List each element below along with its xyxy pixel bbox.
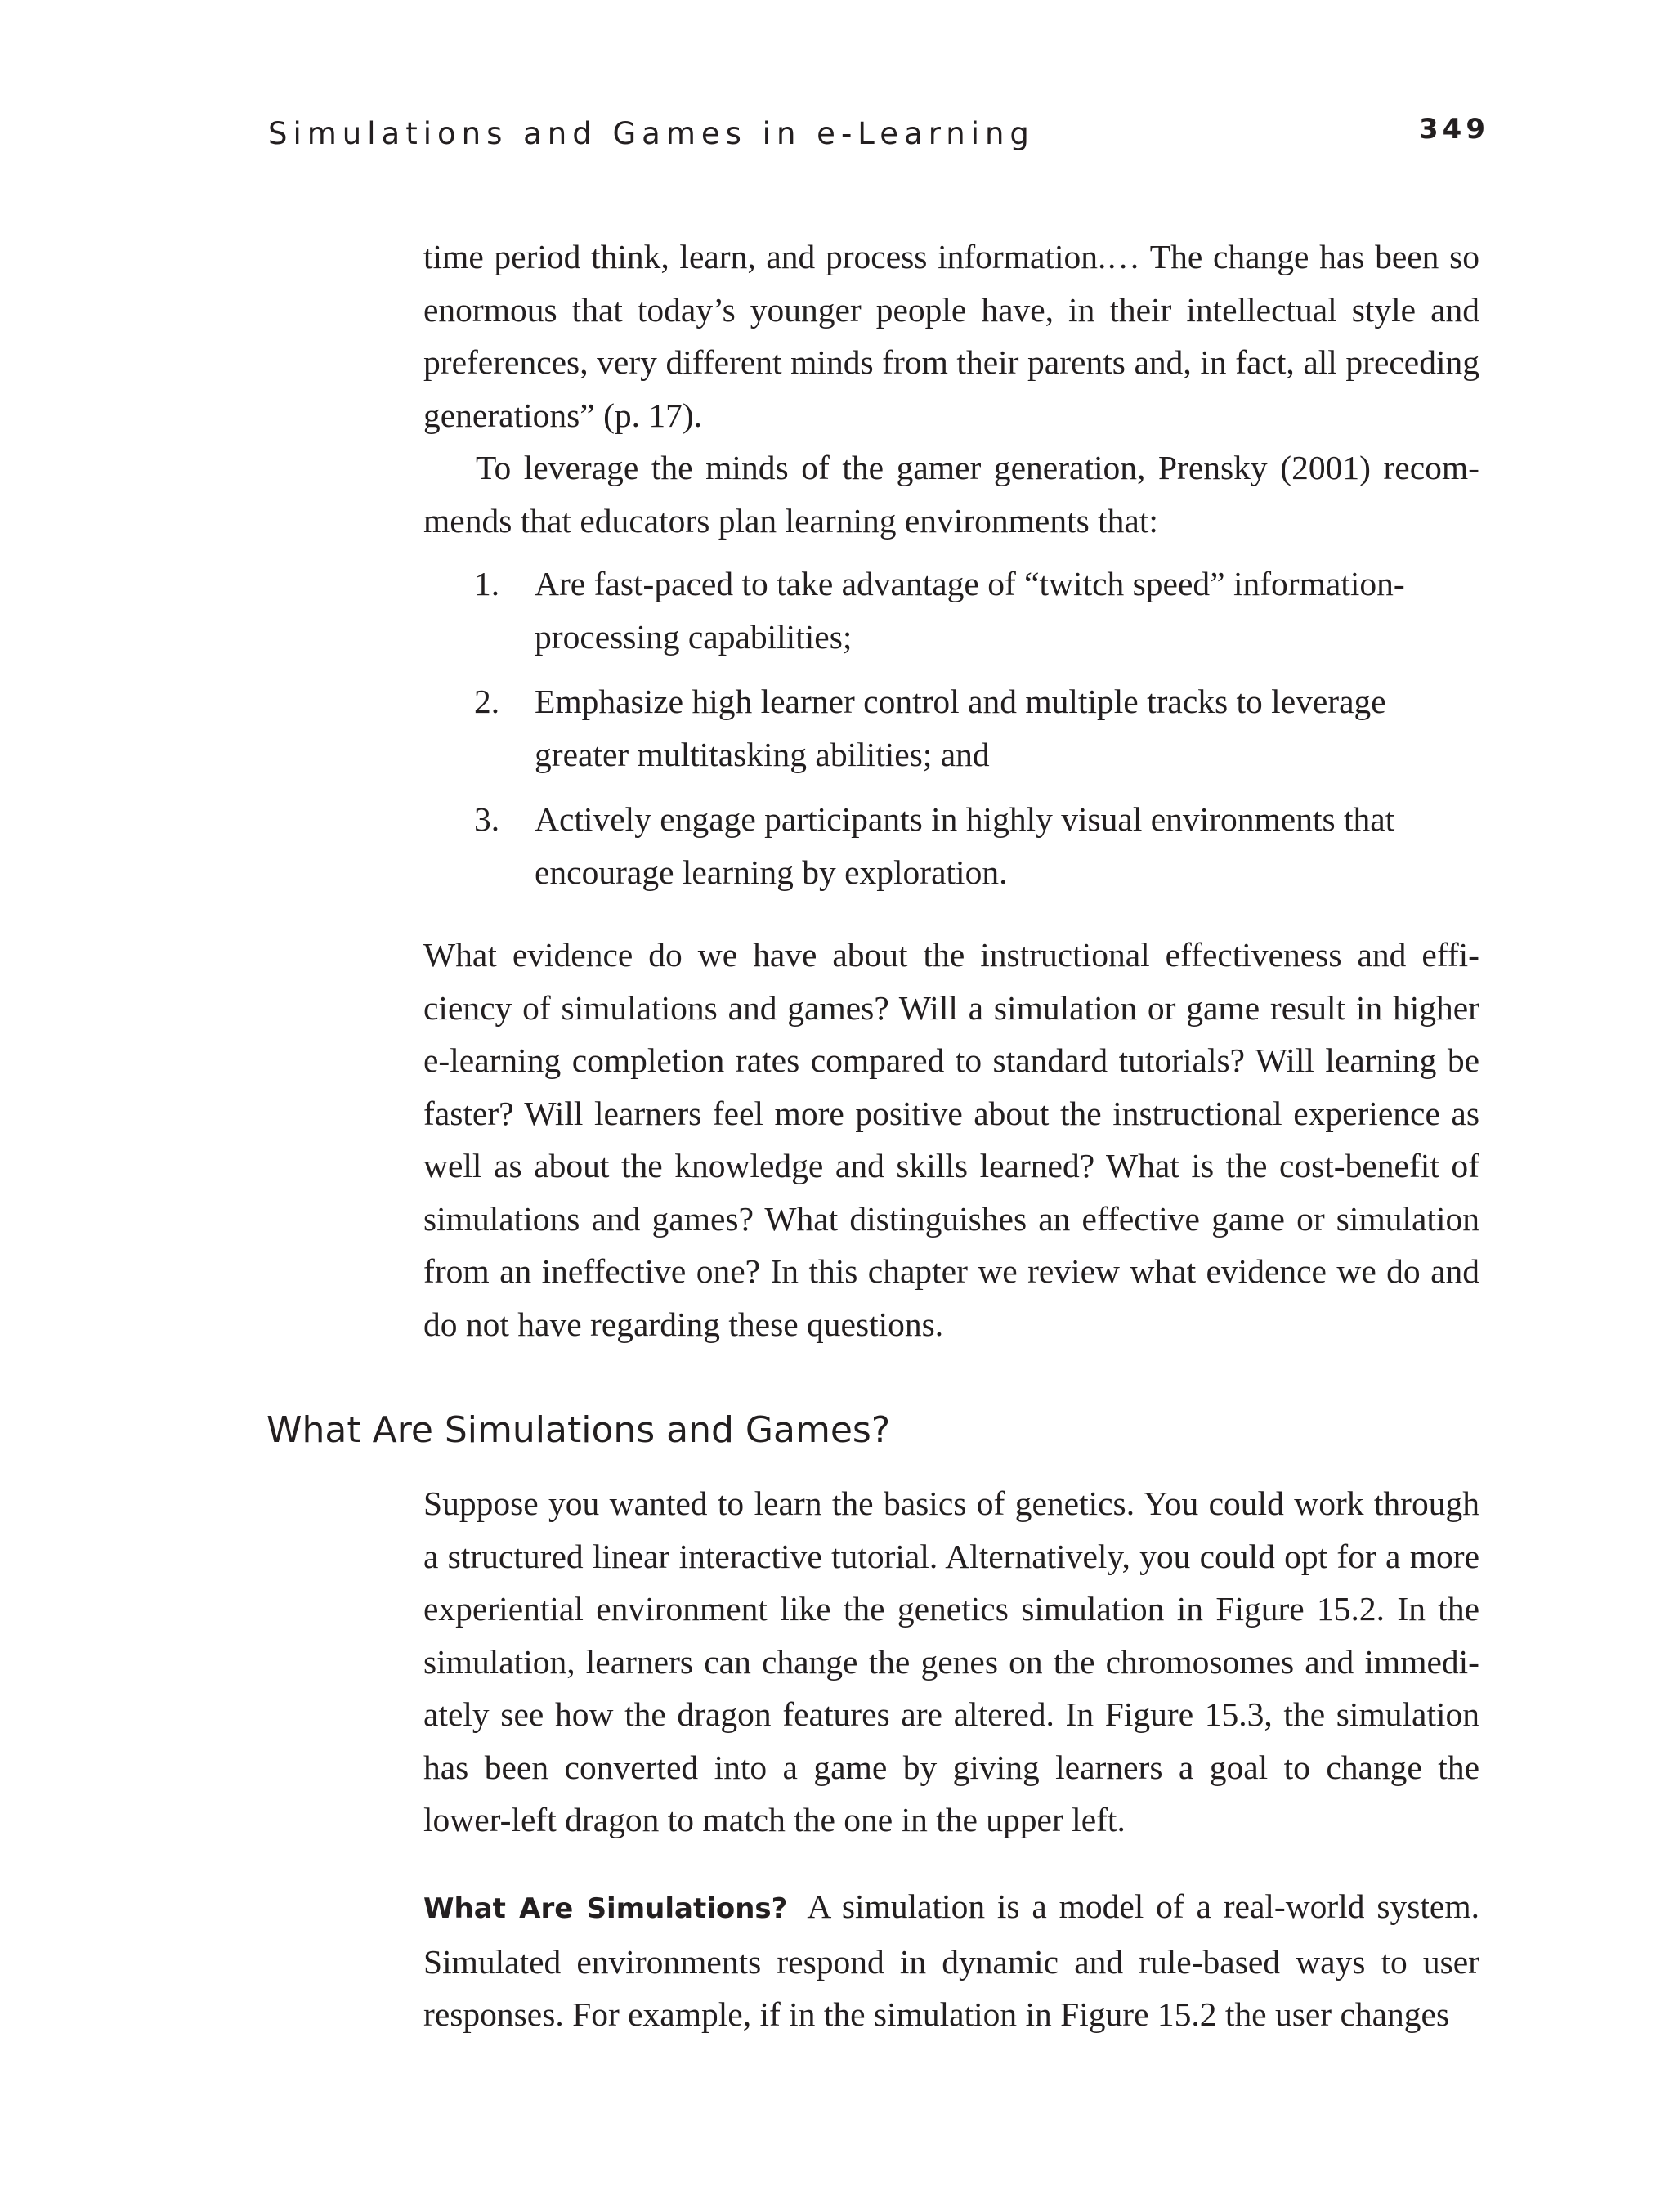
quote-continuation bbox=[423, 231, 1479, 547]
paragraph-simulation-definition bbox=[423, 1880, 1479, 2041]
list-item-text: Emphasize high learner control and multiple tracks to leverage greater multitasking abilities; and bbox=[535, 683, 1386, 773]
paragraph-quote-end: time period think, learn, and process information.… The change has been so enormous that today’s younger people have, in their intellectual style and preferences, very different minds from their parents and, in fact, all preceding generations” (p. 17). bbox=[423, 238, 1479, 434]
list-item bbox=[474, 793, 1439, 898]
paragraph-evidence-questions: What evidence do we have about the instructional effectiveness and efficiency of simulations and games? Will a simulation or game result in higher e-learning completion rates compared to standard tutorials? Will learning be faster? Will learners feel more positive about the instructional experience as well as about the knowledge and skills learned? What is the cost-benefit of simulations and games? What distinguishes an effective game or simulation from an ineffective one? In this chapter we review what evidence we do and do not have regarding these questions. bbox=[423, 936, 1479, 1343]
list-item-number: 3. bbox=[474, 800, 500, 838]
genetics-section bbox=[423, 1477, 1479, 1847]
paragraph-prensky-intro: To leverage the minds of the gamer generation, Prensky (2001) recommends that educators plan learning environments that: bbox=[423, 449, 1479, 540]
section-heading: What Are Simulations and Games? bbox=[266, 1409, 891, 1451]
recommendations-list bbox=[474, 557, 1439, 898]
paragraph-genetics-example: Suppose you wanted to learn the basics of genetics. You could work through a structured linear interactive tutorial. Alternatively, you could opt for a more experiential environment like the genetics simulation in Figure 15.2. In the simulation, learners can change the genes on the chromosomes and immediately see how the dragon features are altered. In Figure 15.3, the simulation has been converted into a game by giving learners a goal to change the lower-left dragon to match the one in the upper left. bbox=[423, 1484, 1479, 1838]
list-item-text: Actively engage participants in highly visual environments that encourage learning by exploration. bbox=[535, 800, 1395, 891]
simulations-definition bbox=[423, 1880, 1479, 2041]
page-number: 349 bbox=[1419, 113, 1489, 146]
list-item bbox=[474, 675, 1439, 781]
list-item bbox=[474, 557, 1439, 663]
list-item-number: 2. bbox=[474, 683, 500, 720]
list-item-text: Are fast-paced to take advantage of “twitch speed” information-processing capabilities; bbox=[535, 565, 1405, 656]
running-head-title: Simulations and Games in e-Learning bbox=[268, 116, 1035, 151]
list-item-number: 1. bbox=[474, 565, 500, 602]
evidence-section bbox=[423, 929, 1479, 1350]
paragraph-simulation-text: A simulation is a model of a real-world system. Simulated environments respond in dynamic and rule-based ways to user responses. For example, if in the simulation in Figure 15.2 the user changes bbox=[423, 1887, 1479, 2033]
run-in-subheading: What Are Simulations? bbox=[423, 1892, 788, 1925]
